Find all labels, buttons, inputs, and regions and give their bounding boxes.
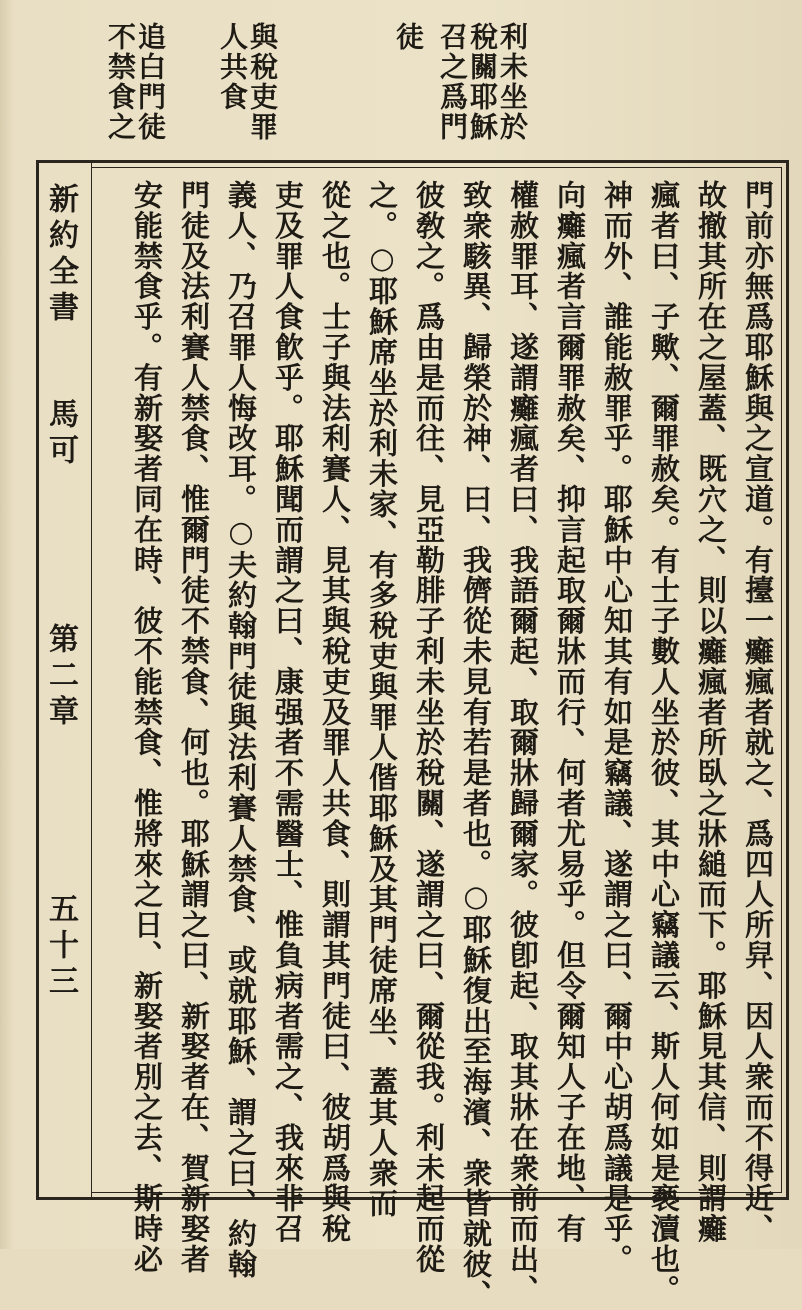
text-column: 義人、乃召罪人悔改耳。○夫約翰門徒與法利賽人禁食、或就耶穌、謂之曰、約翰 (224, 180, 258, 1280)
text-column: 門前亦無爲耶穌與之宣道。有擡一癱瘋者就之、爲四人所舁、因人衆而不得近、 (741, 180, 775, 1244)
headnote-line: 人共食 (216, 22, 249, 112)
text-column: 門徒及法利賽人禁食、惟爾門徒不禁食、何也。耶穌謂之曰、新娶者在、賀新娶者 (177, 180, 211, 1275)
text-column: 安能禁食乎。有新娶者同在時、彼不能禁食、惟將來之日、新娶者別之去、斯時必 (130, 180, 164, 1275)
book-title: 新約全書 (43, 183, 78, 327)
headnote-line: 徒 (392, 22, 425, 52)
headnote-line: 不禁食之 (104, 22, 137, 142)
body-text (91, 167, 782, 1310)
text-column: 神而外、誰能赦罪乎。耶穌中心知其有如是竊議、遂謂之曰、爾中心胡爲議是乎。 (600, 180, 634, 1275)
text-column: 向癱瘋者言爾罪赦矣、抑言起取爾牀而行、何者尤易乎。但令爾知人子在地、有 (553, 180, 587, 1244)
text-column: 故撤其所在之屋蓋、既穴之、則以癱瘋者所臥之牀縋而下。耶穌見其信、則謂癱 (694, 180, 728, 1244)
headnote-line: 稅關耶穌 (466, 22, 499, 142)
text-column: 吏及罪人食飮乎。耶穌聞而謂之曰、康强者不需醫士、惟負病者需之、我來非召 (271, 180, 305, 1244)
headnote-line: 追白門徒 (134, 22, 167, 142)
headnotes (100, 22, 530, 162)
text-column: 致衆駭異、歸榮於神、曰、我儕從未見有若是者也。○耶穌復出至海濱、衆皆就彼、 (459, 180, 493, 1310)
page-number: 五十三 (43, 893, 78, 1001)
chapter-label: 第二章 (43, 623, 78, 731)
running-footer (39, 163, 92, 1197)
headnote-line: 召之爲門 (436, 22, 469, 142)
text-column: 權赦罪耳、遂謂癱瘋者曰、我語爾起、取爾牀歸爾家。彼卽起、取其牀在衆前而出、 (506, 180, 540, 1305)
headnote-line: 利未坐於 (496, 22, 529, 142)
text-column: 從之也。士子與法利賽人、見其與稅吏及罪人共食、則謂其門徒曰、彼胡爲與稅 (318, 180, 352, 1244)
headnote-line: 與稅吏罪 (246, 22, 279, 142)
text-column: 之。○耶穌席坐於利未家、有多稅吏與罪人偕耶穌及其門徒席坐、蓋其人衆而 (365, 180, 399, 1219)
text-frame (36, 160, 789, 1310)
text-column: 彼敎之。爲由是而往、見亞勒腓子利未坐於稅關、遂謂之曰、爾從我。利未起而從 (412, 180, 446, 1275)
gospel-name: 馬可 (43, 398, 78, 470)
text-column: 瘋者曰、子歟、爾罪赦矣。有士子數人坐於彼、其中心竊議云、斯人何如是褻瀆也。 (647, 180, 681, 1305)
